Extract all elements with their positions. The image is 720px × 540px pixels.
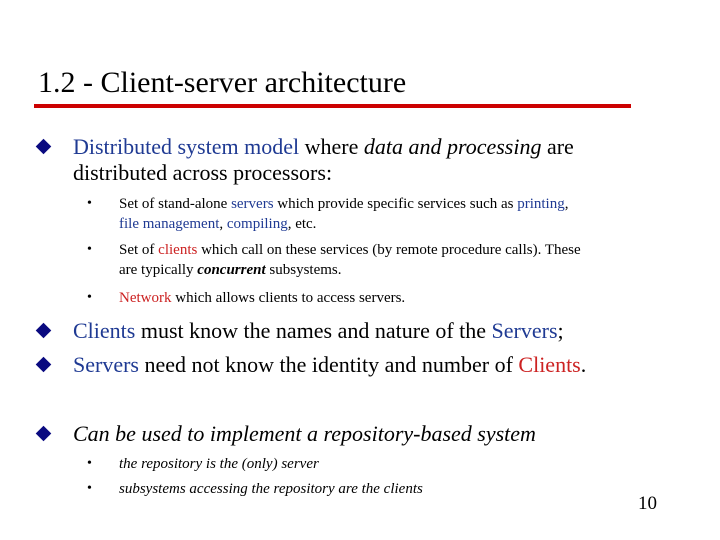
sub-bullet-network: Network which allows clients to access servers. xyxy=(119,290,406,306)
sub-bullet-repository-server: the repository is the (only) server xyxy=(119,456,319,472)
bullet-servers-need-not: Servers need not know the identity and number of Clients. xyxy=(73,352,587,377)
sub-bullet-clients: Set of clients which call on these services (by remote procedure calls). These are typically concurrent subsystems. xyxy=(119,242,581,278)
sub-bullet-marker: • xyxy=(87,481,92,496)
term-distributed-system-model: Distributed system model xyxy=(73,134,300,159)
sub-bullet-marker: • xyxy=(87,456,92,471)
diamond-bullet-icon xyxy=(36,357,52,373)
title-underline xyxy=(34,104,631,108)
bullet-distributed-model: Distributed system model where data and processing are distributed across processors: xyxy=(73,134,574,185)
slide-title: 1.2 - Client-server architecture xyxy=(38,66,407,99)
sub-bullet-marker: • xyxy=(87,196,92,211)
bullet-clients-know: Clients must know the names and nature of the Servers; xyxy=(73,318,564,343)
diamond-bullet-icon xyxy=(36,323,52,339)
bullet-repository: Can be used to implement a repository-based system xyxy=(73,421,536,446)
page-number: 10 xyxy=(638,493,657,514)
term-data-processing: data and processing xyxy=(363,134,542,159)
diamond-bullet-icon xyxy=(36,426,52,442)
sub-bullet-marker: • xyxy=(87,242,92,257)
sub-bullet-marker: • xyxy=(87,290,92,305)
diamond-bullet-icon xyxy=(36,139,52,155)
sub-bullet-servers: Set of stand-alone servers which provide specific services such as printing, file management, compiling, etc. xyxy=(119,196,569,232)
sub-bullet-subsystems-clients: subsystems accessing the repository are the clients xyxy=(119,481,423,497)
